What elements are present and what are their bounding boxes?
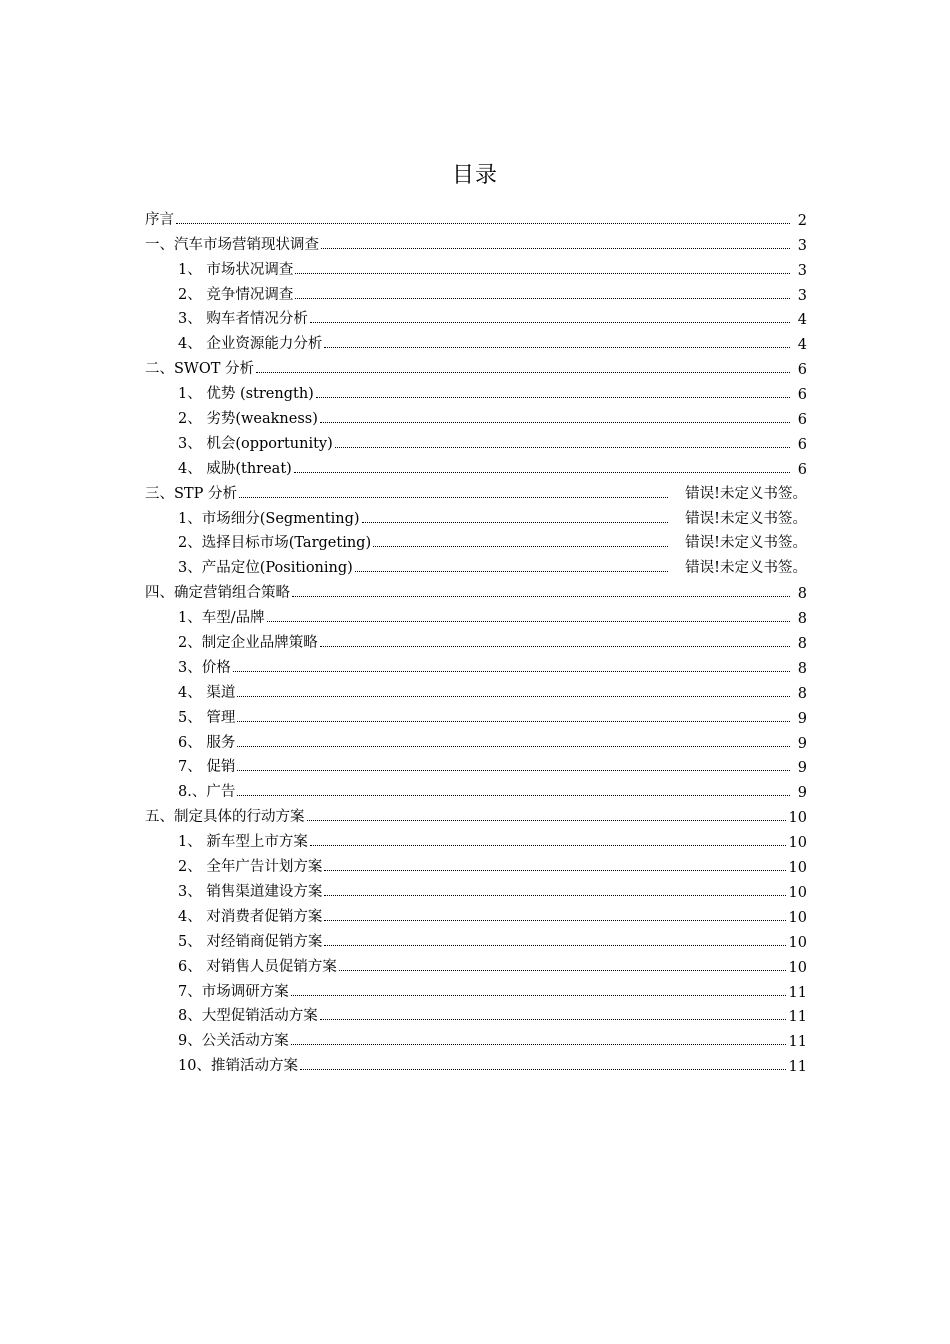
toc-entry-page: 10	[788, 835, 807, 852]
dot-leader	[267, 621, 790, 622]
dot-leader	[291, 1044, 786, 1045]
dot-leader	[373, 546, 668, 547]
toc-entry-label: 2、选择目标市场(Targeting)	[178, 535, 372, 552]
toc-entry-label: 3、产品定位(Positioning)	[178, 560, 353, 577]
toc-entry-label: 一、汽车市场营销现状调查	[145, 236, 319, 253]
toc-entry-page: 6	[797, 412, 807, 429]
toc-entry-label: 3、价格	[178, 659, 231, 676]
toc-entry-label: 1、市场细分(Segmenting)	[178, 510, 360, 527]
dot-leader	[237, 746, 790, 747]
toc-entry-label: 2、制定企业品牌策略	[178, 635, 318, 652]
dot-leader	[237, 770, 790, 771]
toc-entry[interactable]	[145, 602, 807, 627]
dot-leader	[310, 845, 786, 846]
dot-leader	[320, 422, 790, 423]
toc-entry-page: 8	[797, 660, 807, 677]
toc-entry-label: 6、 服务	[178, 734, 236, 751]
toc-entry[interactable]	[145, 1025, 807, 1050]
toc-entry[interactable]	[145, 577, 807, 602]
dot-leader	[320, 646, 790, 647]
toc-entry-page: 3	[797, 237, 807, 254]
toc-entry-page: 9	[797, 735, 807, 752]
toc-entry-label: 3、 机会(opportunity)	[178, 435, 333, 452]
toc-entry-page: 11	[788, 1009, 807, 1026]
dot-leader	[256, 372, 790, 373]
toc-entry[interactable]	[145, 752, 807, 777]
toc-entry-page: 4	[797, 312, 807, 329]
toc-entry[interactable]	[145, 503, 807, 528]
toc-entry[interactable]	[145, 826, 807, 851]
toc-entry-page: 10	[788, 860, 807, 877]
toc-entry-page: 6	[797, 436, 807, 453]
dot-leader	[237, 696, 790, 697]
toc-entry-page: 9	[797, 760, 807, 777]
toc-entry[interactable]	[145, 1001, 807, 1026]
toc-entry-page: 错误!未定义书签。	[685, 485, 807, 502]
dot-leader	[324, 945, 785, 946]
dot-leader	[339, 970, 786, 971]
dot-leader	[362, 522, 669, 523]
toc-entry-label: 1、车型/品牌	[178, 610, 265, 627]
toc-entry-page: 9	[797, 710, 807, 727]
toc-entry-page: 8	[797, 586, 807, 603]
toc-entry-page: 8	[797, 685, 807, 702]
toc-entry[interactable]	[145, 652, 807, 677]
toc-entry-page: 6	[797, 387, 807, 404]
toc-entry-page: 4	[797, 337, 807, 354]
toc-entry[interactable]	[145, 229, 807, 254]
toc-entry-page: 10	[788, 934, 807, 951]
toc-entry-label: 4、 威胁(threat)	[178, 460, 292, 477]
toc-entry-page: 11	[788, 1059, 807, 1076]
toc-entry-label: 1、 新车型上市方案	[178, 834, 308, 851]
toc-entry-label: 6、 对销售人员促销方案	[178, 958, 337, 975]
toc-entry-label: 7、 促销	[178, 759, 236, 776]
toc-entry[interactable]	[145, 976, 807, 1001]
toc-entry[interactable]	[145, 901, 807, 926]
toc-entry-label: 10、推销活动方案	[178, 1058, 298, 1075]
toc-entry-page: 9	[797, 785, 807, 802]
toc-entry-label: 五、制定具体的行动方案	[145, 809, 305, 826]
toc-entry-label: 5、 管理	[178, 709, 236, 726]
toc-entry[interactable]	[145, 552, 807, 577]
dot-leader	[237, 795, 790, 796]
toc-entry-page: 错误!未定义书签。	[685, 560, 807, 577]
dot-leader	[295, 298, 790, 299]
toc-entry[interactable]	[145, 677, 807, 702]
dot-leader	[233, 671, 790, 672]
toc-entry-label: 4、 渠道	[178, 684, 236, 701]
toc-entry[interactable]	[145, 304, 807, 329]
toc-entry[interactable]	[145, 204, 807, 229]
toc-entry-page: 错误!未定义书签。	[685, 510, 807, 527]
toc-entry[interactable]	[145, 403, 807, 428]
dot-leader	[310, 322, 790, 323]
toc-title: 目录	[451, 163, 498, 188]
dot-leader	[321, 248, 790, 249]
toc-entry[interactable]	[145, 378, 807, 403]
toc-entry-label: 1、 市场状况调查	[178, 261, 294, 278]
dot-leader	[324, 870, 785, 871]
toc-entry-label: 2、 竞争情况调查	[178, 286, 294, 303]
dot-leader	[176, 223, 790, 224]
dot-leader	[237, 721, 790, 722]
toc-entry-label: 2、 劣势(weakness)	[178, 411, 318, 428]
toc-entry-label: 三、STP 分析	[145, 485, 237, 502]
toc-entry-page: 10	[788, 884, 807, 901]
toc-entry[interactable]	[145, 727, 807, 752]
toc-entry-label: 3、 购车者情况分析	[178, 311, 308, 328]
toc-entry-label: 3、 销售渠道建设方案	[178, 883, 323, 900]
toc-entry[interactable]	[145, 801, 807, 826]
toc-entry[interactable]	[145, 702, 807, 727]
dot-leader	[355, 571, 668, 572]
toc-entry-label: 5、 对经销商促销方案	[178, 933, 323, 950]
toc-entry[interactable]	[145, 254, 807, 279]
toc-entry-label: 二、SWOT 分析	[145, 361, 255, 378]
toc-entry[interactable]	[145, 951, 807, 976]
toc-entry-label: 1、 优势 (strength)	[178, 386, 314, 403]
toc-entry-label: 2、 全年广告计划方案	[178, 859, 323, 876]
toc-entry-label: 序言	[145, 211, 174, 228]
toc-entry[interactable]	[145, 851, 807, 876]
toc-entry-page: 3	[797, 262, 807, 279]
dot-leader	[324, 920, 785, 921]
toc-entry[interactable]	[145, 428, 807, 453]
toc-entry-page: 11	[788, 984, 807, 1001]
toc-entry[interactable]	[145, 353, 807, 378]
toc-entry-label: 8、大型促销活动方案	[178, 1008, 318, 1025]
toc-entry-label: 四、确定营销组合策略	[145, 585, 290, 602]
toc-entry-page: 6	[797, 362, 807, 379]
toc-entry[interactable]	[145, 926, 807, 951]
toc-entry-label: 9、公关活动方案	[178, 1033, 289, 1050]
dot-leader	[320, 1019, 786, 1020]
toc-entry-page: 11	[788, 1034, 807, 1051]
dot-leader	[239, 497, 668, 498]
toc-entry[interactable]	[145, 627, 807, 652]
toc-entry-page: 10	[788, 959, 807, 976]
toc-entry-label: 4、 对消费者促销方案	[178, 908, 323, 925]
toc-entry-label: 7、市场调研方案	[178, 983, 289, 1000]
toc-entry[interactable]	[145, 528, 807, 553]
dot-leader	[335, 447, 790, 448]
toc-entry-page: 2	[797, 212, 807, 229]
dot-leader	[324, 895, 785, 896]
toc-entry[interactable]	[145, 453, 807, 478]
toc-entry[interactable]	[145, 478, 807, 503]
toc-entry-page: 错误!未定义书签。	[685, 535, 807, 552]
toc-entry-page: 10	[788, 909, 807, 926]
dot-leader	[294, 472, 790, 473]
dot-leader	[307, 820, 786, 821]
toc-entry-page: 10	[788, 810, 807, 827]
toc-entry-page: 8	[797, 636, 807, 653]
toc-entry[interactable]	[145, 328, 807, 353]
dot-leader	[292, 596, 790, 597]
toc-entry[interactable]	[145, 279, 807, 304]
dot-leader	[291, 995, 786, 996]
toc-entry[interactable]	[145, 1050, 807, 1075]
toc-entry-page: 8	[797, 611, 807, 628]
table-of-contents	[145, 204, 807, 1075]
toc-entry[interactable]	[145, 776, 807, 801]
dot-leader	[295, 273, 790, 274]
toc-entry[interactable]	[145, 876, 807, 901]
dot-leader	[300, 1069, 786, 1070]
toc-entry-label: 8.、广告	[178, 784, 236, 801]
dot-leader	[316, 397, 790, 398]
toc-entry-page: 6	[797, 461, 807, 478]
toc-entry-page: 3	[797, 287, 807, 304]
dot-leader	[324, 347, 790, 348]
toc-entry-label: 4、 企业资源能力分析	[178, 336, 323, 353]
